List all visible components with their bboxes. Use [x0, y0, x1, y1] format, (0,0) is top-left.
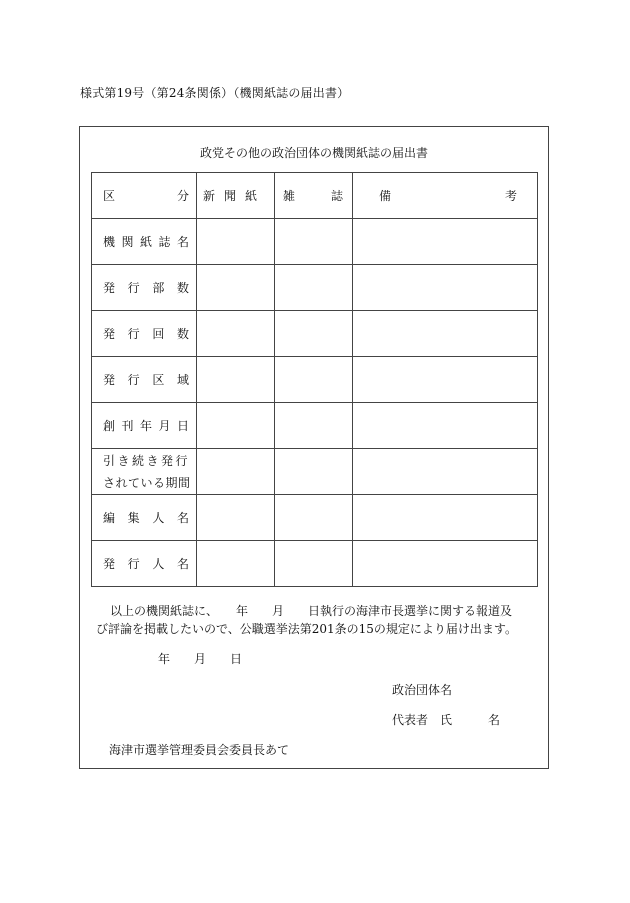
magazine-cell[interactable] [275, 403, 353, 449]
header-magazine: 雑 誌 [275, 173, 353, 219]
remarks-cell[interactable] [353, 541, 538, 587]
row-publication-name [92, 219, 538, 265]
row-first-issue-date [92, 403, 538, 449]
remarks-cell[interactable] [353, 403, 538, 449]
remarks-cell[interactable] [353, 495, 538, 541]
magazine-cell[interactable] [275, 265, 353, 311]
newspaper-cell[interactable] [197, 265, 275, 311]
document-title: 政党その他の政治団体の機関紙誌の届出書 [199, 146, 428, 160]
magazine-cell[interactable] [275, 219, 353, 265]
header-category: 区 分 [92, 173, 197, 219]
header-remarks: 備 考 [353, 173, 538, 219]
newspaper-cell[interactable] [197, 219, 275, 265]
form-frame [79, 126, 549, 769]
row-label: 編 集 人 名 [92, 495, 197, 541]
newspaper-cell[interactable] [197, 495, 275, 541]
newspaper-cell[interactable] [197, 449, 275, 495]
representative-name-label: 代表者 氏 名 [392, 713, 501, 727]
addressee-line: 海津市選挙管理委員会委員長あて [109, 743, 290, 757]
newspaper-cell[interactable] [197, 357, 275, 403]
magazine-cell[interactable] [275, 495, 353, 541]
magazine-cell[interactable] [275, 357, 353, 403]
magazine-cell[interactable] [275, 541, 353, 587]
date-line: 年 月 日 [158, 652, 243, 666]
row-editor-name [92, 495, 538, 541]
row-label: 創 刊 年 月 日 [92, 403, 197, 449]
header-row [92, 173, 538, 219]
row-label: 機 関 紙 誌 名 [92, 219, 197, 265]
row-area [92, 357, 538, 403]
newspaper-cell[interactable] [197, 541, 275, 587]
row-label: 発 行 部 数 [92, 265, 197, 311]
header-newspaper: 新聞紙 [197, 173, 275, 219]
remarks-cell[interactable] [353, 219, 538, 265]
remarks-cell[interactable] [353, 311, 538, 357]
remarks-cell[interactable] [353, 357, 538, 403]
row-frequency [92, 311, 538, 357]
row-label: 発 行 区 域 [92, 357, 197, 403]
row-label: 発 行 人 名 [92, 541, 197, 587]
row-publication-period [92, 449, 538, 495]
declaration-text: 以上の機関紙誌に、 年 月 日執行の海津市長選挙に関する報道及 び評論を掲載したいので、公職選挙法第201条の15の規定により届け出ます。 [96, 604, 517, 636]
magazine-cell[interactable] [275, 449, 353, 495]
organization-name-label: 政治団体名 [392, 683, 453, 697]
row-label: 引き続き発行 されている期間 [92, 449, 197, 495]
magazine-cell[interactable] [275, 311, 353, 357]
form-number-label: 様式第19号（第24条関係）（機関紙誌の届出書） [80, 86, 350, 100]
registration-table [91, 172, 538, 587]
newspaper-cell[interactable] [197, 403, 275, 449]
row-circulation [92, 265, 538, 311]
remarks-cell[interactable] [353, 265, 538, 311]
row-label: 発 行 回 数 [92, 311, 197, 357]
remarks-cell[interactable] [353, 449, 538, 495]
row-publisher-name [92, 541, 538, 587]
newspaper-cell[interactable] [197, 311, 275, 357]
